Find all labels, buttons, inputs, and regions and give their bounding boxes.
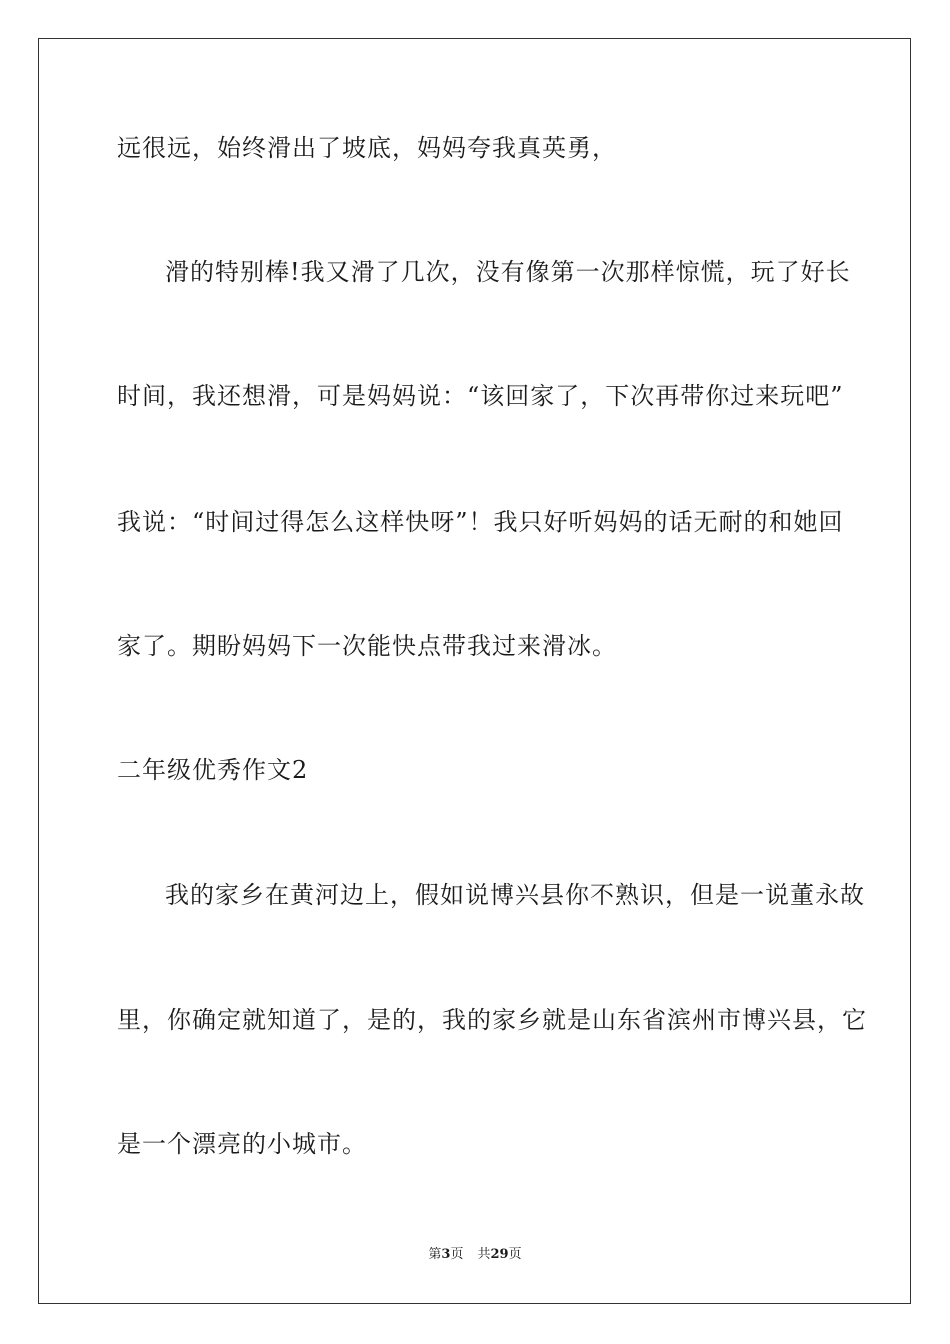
page-number: 3 (441, 1247, 451, 1262)
page-suffix: 页 (450, 1247, 464, 1262)
section-heading: 二年级优秀作文2 (117, 756, 309, 784)
total-suffix: 页 (508, 1247, 522, 1262)
paragraph-line-5: 家了。期盼妈妈下一次能快点带我过来滑冰。 (117, 632, 617, 660)
total-prefix: 共 (477, 1247, 491, 1262)
total-pages: 29 (490, 1247, 509, 1262)
page-prefix: 第 (428, 1247, 442, 1262)
paragraph-line-3: 时间，我还想滑，可是妈妈说：“该回家了，下次再带你过来玩吧” (117, 382, 844, 410)
paragraph-line-8: 是一个漂亮的小城市。 (117, 1130, 367, 1158)
paragraph-line-2: 滑的特别棒!我又滑了几次，没有像第一次那样惊慌，玩了好长 (165, 258, 851, 286)
page-border (38, 38, 911, 1304)
paragraph-line-6: 我的家乡在黄河边上，假如说博兴县你不熟识，但是一说董永故 (165, 881, 865, 909)
paragraph-line-7: 里，你确定就知道了，是的，我的家乡就是山东省滨州市博兴县，它 (117, 1006, 867, 1034)
page-footer (0, 1247, 950, 1263)
paragraph-line-4: 我说：“时间过得怎么这样快呀”！我只好听妈妈的话无耐的和她回 (117, 508, 844, 536)
paragraph-line-1: 远很远，始终滑出了坡底，妈妈夸我真英勇， (117, 134, 617, 162)
